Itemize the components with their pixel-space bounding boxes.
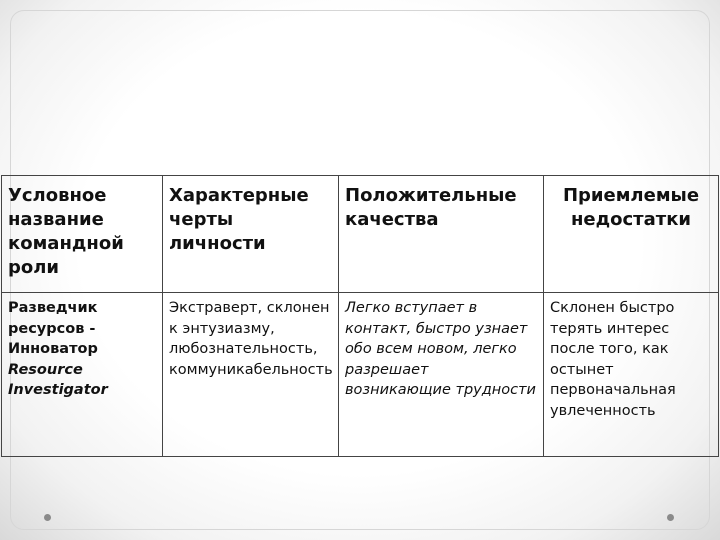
header-role-name: Условное название командной роли — [2, 176, 163, 293]
header-positive-qualities: Положительные качества — [339, 176, 544, 293]
cell-positive: Легко вступает в контакт, быстро узнает обо всем новом, легко разрешает возникающие трудности — [339, 293, 544, 457]
cell-traits: Экстраверт, склонен к энтузиазму, любознательность, коммуникабельность — [163, 293, 339, 457]
table-header-row — [2, 176, 719, 293]
header-personality-traits: Характерные черты личности — [163, 176, 339, 293]
table-row — [2, 293, 719, 457]
role-name-en: Resource Investigator — [8, 361, 108, 398]
role-name-ru: Разведчик ресурсов - Инноватор — [8, 300, 98, 357]
bottom-right-dot — [667, 514, 674, 521]
bottom-left-dot — [44, 514, 51, 521]
cell-role — [2, 293, 163, 457]
cell-weaknesses: Склонен быстро терять интерес после того, как остынет первоначальная увлеченность — [544, 293, 719, 457]
team-roles-table — [1, 175, 719, 457]
header-acceptable-weaknesses: Приемлемые недостатки — [544, 176, 719, 293]
